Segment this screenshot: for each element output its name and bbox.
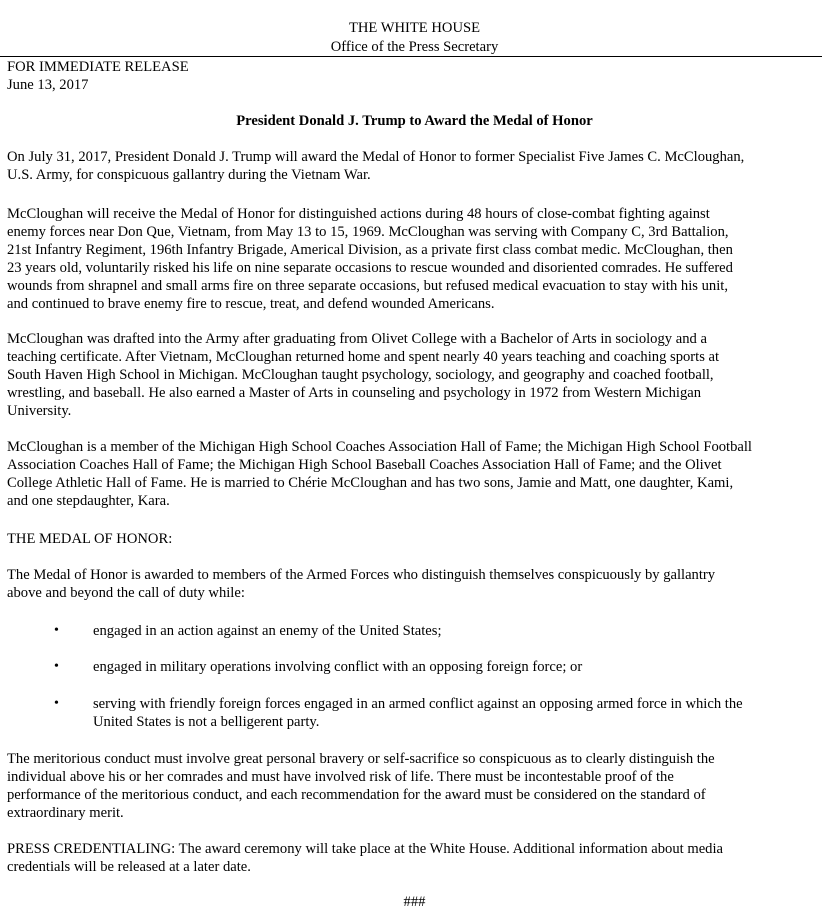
press-release-title: President Donald J. Trump to Award the Medal of Honor <box>236 113 593 129</box>
header-divider <box>0 56 822 57</box>
bullet-icon: • <box>54 659 59 674</box>
end-mark: ### <box>403 894 426 910</box>
medal-criterion-1: engaged in an action against an enemy of the United States; <box>93 623 442 639</box>
paragraph-announcement: On July 31, 2017, President Donald J. Trump will award the Medal of Honor to former Specialist Five James C. McCloughan, U.S. Army, for conspicuous gallantry during the Vietnam War. <box>7 149 745 183</box>
medal-criterion-2: engaged in military operations involving conflict with an opposing foreign force; or <box>93 659 583 675</box>
release-label: FOR IMMEDIATE RELEASE <box>7 59 189 75</box>
bullet-icon: • <box>54 623 59 638</box>
medal-intro: The Medal of Honor is awarded to members of the Armed Forces who distinguish themselves conspicuously by gallantry above and beyond the call of duty while: <box>7 567 716 601</box>
paragraph-press-credentialing: PRESS CREDENTIALING: The award ceremony will take place at the White House. Additional information about media credentials will be released at a later date. <box>7 841 724 875</box>
medal-criterion-3: serving with friendly foreign forces engaged in an armed conflict against an opposing armed force in which the United States is not a belligerent party. <box>93 696 743 730</box>
header-office: Office of the Press Secretary <box>330 39 499 55</box>
header-org: THE WHITE HOUSE <box>348 20 481 36</box>
medal-section-heading: THE MEDAL OF HONOR: <box>7 531 173 547</box>
release-date: June 13, 2017 <box>7 77 89 93</box>
bullet-icon: • <box>54 696 59 711</box>
paragraph-honors: McCloughan is a member of the Michigan High School Coaches Association Hall of Fame; the Michigan High School Football Association Coaches Hall of Fame; the Michigan High School Baseball Coaches Association Hall of Fame; and the Olivet College Athletic Hall of Fame. He is married to Chérie McCloughan and has two sons, Jamie and Matt, one daughter, Kami, and one stepdaughter, Kara. <box>7 439 752 509</box>
paragraph-actions: McCloughan will receive the Medal of Honor for distinguished actions during 48 hours of close-combat fighting against enemy forces near Don Que, Vietnam, from May 13 to 15, 1969. McCloughan was serving with Company C, 3rd Battalion, 21st Infantry Regiment, 196th Infantry Brigade, Americal Division, as a private first class combat medic. McCloughan, then 23 years old, voluntarily risked his life on nine separate occasions to rescue wounded and disoriented comrades. He suffered wounds from shrapnel and small arms fire on three separate occasions, but refused medical evacuation to stay with his unit, and continued to brave enemy fire to rescue, treat, and defend wounded Americans. <box>7 206 733 312</box>
paragraph-meritorious-conduct: The meritorious conduct must involve great personal bravery or self-sacrifice so conspicuous as to clearly distinguish the individual above his or her comrades and must have involved risk of life. There must be incontestable proof of the performance of the meritorious conduct, and each recommendation for the award must be considered on the standard of extraordinary merit. <box>7 751 715 821</box>
paragraph-biography: McCloughan was drafted into the Army after graduating from Olivet College with a Bachelor of Arts in sociology and a teaching certificate. After Vietnam, McCloughan returned home and spent nearly 40 years teaching and coaching sports at South Haven High School in Michigan. McCloughan taught psychology, sociology, and geography and coached football, wrestling, and baseball. He also earned a Master of Arts in counseling and psychology in 1972 from Western Michigan University. <box>7 331 720 419</box>
